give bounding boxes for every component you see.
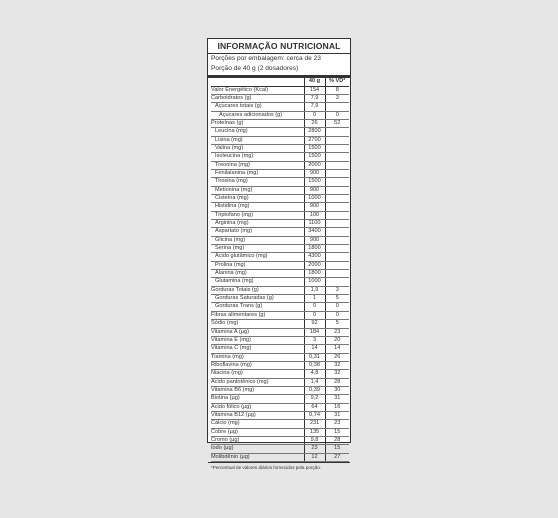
nutrient-amount: 100 [304,211,325,219]
table-row [211,94,349,102]
nutrient-name: Gorduras Saturadas (g) [211,295,304,303]
nutrient-daily-value [325,103,349,111]
nutrient-daily-value [325,169,349,177]
table-row [211,345,349,353]
nutrient-amount: 3400 [304,228,325,236]
nutrient-daily-value [325,178,349,186]
table-row [211,153,349,161]
nutrient-name: Ácido glutâmico (mg) [211,253,304,261]
header-amount: 40 g [304,78,325,86]
table-row [211,303,349,311]
nutrient-amount: 900 [304,169,325,177]
table-row [211,144,349,152]
nutrient-amount: 4,8 [304,370,325,378]
nutrient-daily-value [325,261,349,269]
nutrient-amount: 1500 [304,144,325,152]
nutrient-name: Valina (mg) [211,144,304,152]
table-row [211,386,349,394]
nutrient-name: Sódio (mg) [211,320,304,328]
table-header-row [211,78,349,86]
nutrient-name: Histidina (mg) [211,203,304,211]
nutrient-daily-value: 15 [325,428,349,436]
nutrient-amount: 1,9 [304,286,325,294]
table-row [211,420,349,428]
nutrient-amount: 2800 [304,128,325,136]
nutrient-name: Cobre (µg) [211,428,304,436]
table-row [211,186,349,194]
table-row [211,411,349,419]
table-row [211,320,349,328]
table-row [211,86,349,94]
nutrient-name: Fibras alimentares (g) [211,311,304,319]
nutrient-daily-value: 0 [325,111,349,119]
nutrient-amount: 7,9 [304,103,325,111]
nutrient-daily-value: 0 [325,311,349,319]
nutrient-amount: 1000 [304,195,325,203]
nutrient-daily-value [325,186,349,194]
table-row [211,328,349,336]
table-row [211,136,349,144]
nutrient-name: Ácido fólico (µg) [211,403,304,411]
nutrient-name: Serina (mg) [211,245,304,253]
nutrient-rows [211,86,349,461]
nutrient-name: Valor Energético (Kcal) [211,86,304,94]
table-row [211,311,349,319]
table-row [211,336,349,344]
nutrient-daily-value [325,153,349,161]
nutrient-amount: 12 [304,453,325,461]
nutrient-daily-value: 30 [325,386,349,394]
nutrient-name: Molibdênio (µg) [211,453,304,461]
nutrient-amount: 900 [304,203,325,211]
nutrient-name: Tiamina (mg) [211,353,304,361]
nutrient-daily-value [325,161,349,169]
nutrient-daily-value [325,203,349,211]
nutrient-amount: 1500 [304,153,325,161]
nutrient-name: Vitamina B6 (mg) [211,386,304,394]
nutrient-name: Iodo (µg) [211,445,304,453]
table-row [211,253,349,261]
nutrient-daily-value: 28 [325,378,349,386]
nutrient-name: Açucares adicionados (g) [211,111,304,119]
nutrient-amount: 3 [304,336,325,344]
nutrient-amount: 2000 [304,261,325,269]
table-row [211,111,349,119]
nutrient-daily-value: 0 [325,303,349,311]
table-row [211,270,349,278]
servings-per-package: Porções por embalagem: cerca de 23 [211,55,321,62]
nutrient-daily-value: 52 [325,119,349,127]
nutrient-amount: 23 [304,445,325,453]
nutrient-daily-value: 3 [325,94,349,102]
nutrient-daily-value: 14 [325,345,349,353]
nutrient-daily-value: 32 [325,361,349,369]
table-row [211,211,349,219]
nutrient-amount: 26 [304,119,325,127]
nutrient-amount: 64 [304,403,325,411]
nutrient-amount: 900 [304,236,325,244]
nutrient-name: Aspartato (mg) [211,228,304,236]
nutrient-daily-value [325,136,349,144]
table-row [211,203,349,211]
table-row [211,178,349,186]
table-row [211,228,349,236]
nutrient-amount: 900 [304,186,325,194]
nutrient-name: Açucares totais (g) [211,103,304,111]
nutrient-daily-value: 23 [325,420,349,428]
nutrient-name: Leucina (mg) [211,128,304,136]
nutrient-name: Cromo (µg) [211,436,304,444]
nutrient-daily-value: 8 [325,86,349,94]
nutrient-amount: 0,39 [304,386,325,394]
nutrient-daily-value: 3 [325,286,349,294]
table-row [211,295,349,303]
nutrient-name: Vitamina B12 (µg) [211,411,304,419]
nutrient-name: Triptofano (mg) [211,211,304,219]
table-row [211,236,349,244]
nutrient-amount: 0 [304,303,325,311]
nutrient-amount: 135 [304,428,325,436]
nutrient-amount: 4300 [304,253,325,261]
nutrient-daily-value [325,278,349,286]
header-daily-value: % VD* [325,78,349,86]
nutrient-name: Isoleucina (mg) [211,153,304,161]
nutrient-amount: 0,74 [304,411,325,419]
nutrient-daily-value [325,270,349,278]
nutrient-name: Cisteína (mg) [211,195,304,203]
nutrient-name: Carboidratos (g) [211,94,304,102]
nutrient-amount: 14 [304,345,325,353]
nutrient-daily-value: 5 [325,320,349,328]
nutrient-name: Fenilalanina (mg) [211,169,304,177]
nutrient-name: Prolina (mg) [211,261,304,269]
nutrient-name: Lisina (mg) [211,136,304,144]
nutrient-amount: 2700 [304,136,325,144]
nutrient-table [211,78,349,462]
nutrient-daily-value [325,245,349,253]
nutrient-name: Glutamina (mg) [211,278,304,286]
nutrient-daily-value [325,144,349,152]
nutrient-amount: 154 [304,86,325,94]
nutrient-name: Gorduras Totais (g) [211,286,304,294]
nutrient-daily-value [325,236,349,244]
table-row [211,119,349,127]
table-row [211,361,349,369]
serving-size: Porção de 40 g (2 dosadores) [211,64,299,72]
nutrient-daily-value: 5 [325,295,349,303]
table-row [211,195,349,203]
nutrient-daily-value [325,220,349,228]
nutrient-name: Vitamina A (µg) [211,328,304,336]
table-row [211,428,349,436]
nutrient-amount: 9,2 [304,395,325,403]
nutrient-name: Vitamina E (mg) [211,336,304,344]
table-row [211,436,349,444]
nutrient-daily-value: 26 [325,353,349,361]
table-row [211,161,349,169]
table-row [211,395,349,403]
nutrient-amount: 0,31 [304,353,325,361]
nutrient-name: Biotina (µg) [211,395,304,403]
nutrient-name: Vitamina C (mg) [211,345,304,353]
nutrient-amount: 9,8 [304,436,325,444]
nutrient-name: Cálcio (mg) [211,420,304,428]
nutrient-amount: 92 [304,320,325,328]
table-row [211,370,349,378]
table-row [211,128,349,136]
table-row [211,103,349,111]
nutrient-name: Metionina (mg) [211,186,304,194]
nutrient-name: Proteínas (g) [211,119,304,127]
nutrient-daily-value: 23 [325,328,349,336]
table-row [211,245,349,253]
nutrient-amount: 1000 [304,278,325,286]
nutrient-daily-value: 32 [325,370,349,378]
nutrient-name: Arginina (mg) [211,220,304,228]
table-row [211,403,349,411]
nutrient-amount: 1,4 [304,378,325,386]
nutrient-name: Niacina (mg) [211,370,304,378]
nutrient-daily-value: 16 [325,403,349,411]
nutrient-daily-value: 31 [325,395,349,403]
nutrient-amount: 1500 [304,178,325,186]
nutrient-name: Tirosina (mg) [211,178,304,186]
nutrient-name: Alanina (mg) [211,270,304,278]
nutrient-daily-value: 31 [325,411,349,419]
nutrient-amount: 1800 [304,245,325,253]
nutrient-amount: 231 [304,420,325,428]
table-row [211,453,349,461]
nutrient-amount: 1800 [304,270,325,278]
nutrient-daily-value: 15 [325,445,349,453]
nutrient-amount: 0,38 [304,361,325,369]
table-row [211,261,349,269]
nutrient-amount: 2000 [304,161,325,169]
nutrient-daily-value: 28 [325,436,349,444]
nutrient-daily-value [325,228,349,236]
nutrient-name: Ácido pantotênico (mg) [211,378,304,386]
nutrient-daily-value: 27 [325,453,349,461]
nutrient-amount: 1 [304,295,325,303]
table-row [211,278,349,286]
nutrient-amount: 7,9 [304,94,325,102]
footnote: *Percentual de valores diários fornecidos pela porção. [208,462,350,471]
table-row [211,286,349,294]
table-row [211,378,349,386]
nutrient-name: Glicina (mg) [211,236,304,244]
nutrient-amount: 1100 [304,220,325,228]
label-title: INFORMAÇÃO NUTRICIONAL [208,41,350,54]
table-row [211,220,349,228]
table-row [211,353,349,361]
nutrient-amount: 0 [304,111,325,119]
nutrient-amount: 184 [304,328,325,336]
nutrient-daily-value: 20 [325,336,349,344]
table-row [211,169,349,177]
header-blank [211,78,304,86]
nutrient-daily-value [325,211,349,219]
table-row [211,445,349,453]
nutrient-daily-value [325,253,349,261]
nutrient-amount: 0 [304,311,325,319]
nutrient-name: Gorduras Trans (g) [211,303,304,311]
nutrient-daily-value [325,195,349,203]
nutrient-daily-value [325,128,349,136]
nutrition-facts-label [207,38,351,470]
nutrient-name: Treonina (mg) [211,161,304,169]
nutrient-name: Riboflavina (mg) [211,361,304,369]
